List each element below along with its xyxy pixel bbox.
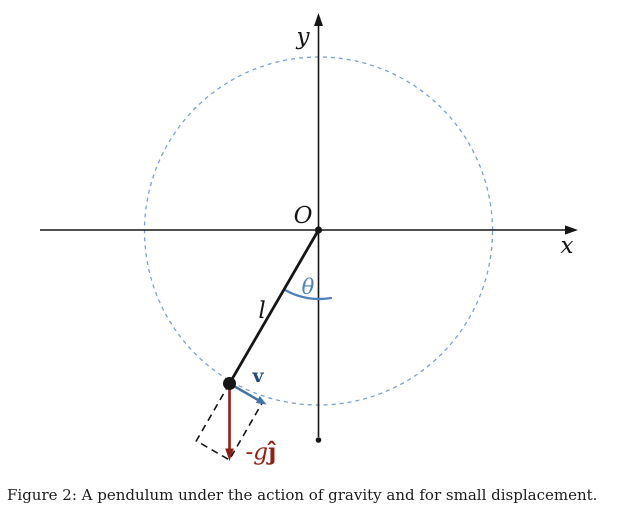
velocity-vector-arrowhead-icon (256, 396, 267, 405)
velocity-label: v (252, 365, 264, 387)
gravity-label (246, 439, 277, 466)
x-axis-label: x (560, 233, 574, 259)
gravity-label-minus-g: -g (245, 439, 268, 466)
gravity-label-jhat: ĵ (268, 438, 277, 466)
rod-length-label: l (258, 298, 266, 324)
y-axis-end-dot (316, 437, 322, 443)
theta-angle-label: θ (301, 275, 315, 299)
y-axis-arrowhead-icon (314, 13, 323, 26)
origin-pivot-dot (315, 226, 322, 233)
y-axis-label: y (296, 24, 310, 50)
pendulum-rod (230, 230, 319, 384)
pendulum-bob (223, 377, 236, 390)
origin-label: O (293, 203, 313, 229)
figure-caption: Figure 2: A pendulum under the action of gravity and for small displacement. (7, 486, 598, 504)
